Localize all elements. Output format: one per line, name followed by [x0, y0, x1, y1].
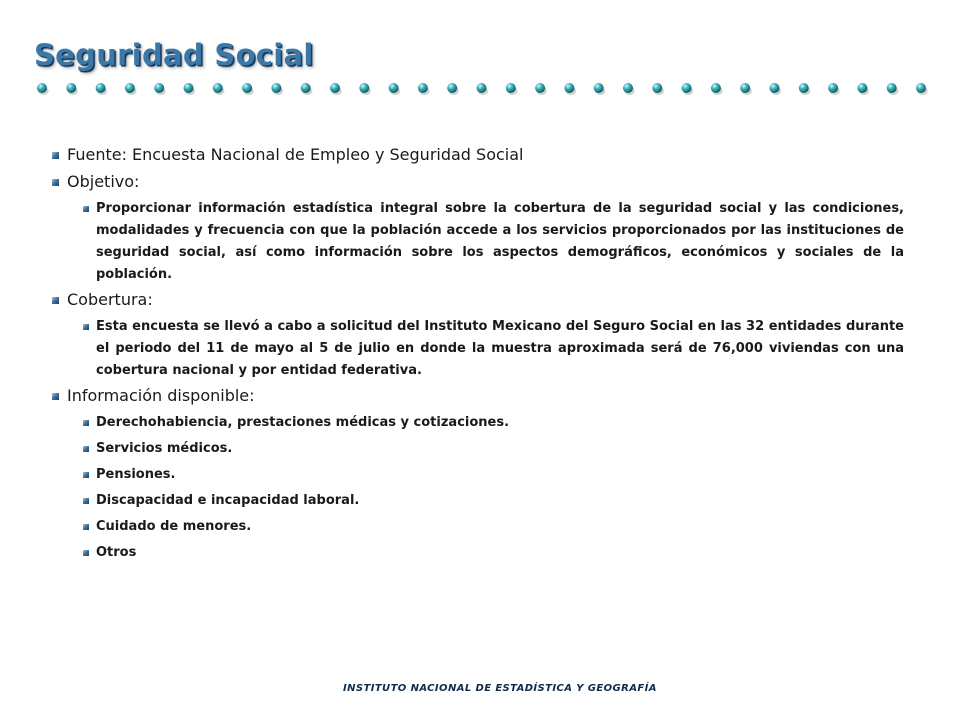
divider-dot [799, 83, 809, 93]
divider-dot [213, 83, 223, 93]
sub-bullet-text: Discapacidad e incapacidad laboral. [96, 493, 360, 508]
divider-dot [828, 83, 838, 93]
content-area [52, 144, 904, 568]
bullet-text: Fuente: Encuesta Nacional de Empleo y Seguridad Social [67, 145, 524, 164]
divider-dot [506, 83, 516, 93]
divider-dot [916, 83, 926, 93]
sub-bullet-item [52, 490, 904, 512]
divider-dot [740, 83, 750, 93]
divider-dot [242, 83, 252, 93]
divider-dot [154, 83, 164, 93]
dotted-divider [36, 78, 936, 100]
bullet-text: Cobertura: [67, 290, 153, 309]
divider-dot [359, 83, 369, 93]
sub-bullet-item [52, 464, 904, 486]
divider-dot [887, 83, 897, 93]
divider-dot [711, 83, 721, 93]
divider-dot [125, 83, 135, 93]
page-title: Seguridad Social [34, 38, 314, 72]
sub-bullet-text: Cuidado de menores. [96, 519, 252, 534]
divider-dot [477, 83, 487, 93]
square-bullet-icon [52, 179, 59, 186]
divider-dot [770, 83, 780, 93]
divider-dot [564, 83, 574, 93]
sub-bullet-text: Proporcionar información estadística integral sobre la cobertura de la seguridad social y las condiciones, modalidades y frecuencia con que la población accede a los servicios proporcionados por las instituciones de seguridad social, así como información sobre los aspectos demográficos, económicos y sociales de la población. [96, 201, 904, 282]
sub-bullet-item [52, 542, 904, 564]
sub-bullet-text: Servicios médicos. [96, 441, 233, 456]
divider-dot [66, 83, 76, 93]
sub-bullet-item [52, 516, 904, 538]
bullet-text: Información disponible: [67, 386, 255, 405]
divider-dot [418, 83, 428, 93]
divider-dot [301, 83, 311, 93]
bullet-item-cobertura [52, 289, 904, 311]
square-bullet-icon [83, 324, 89, 330]
sub-bullet-item [52, 412, 904, 434]
footer-institution-name: INSTITUTO NACIONAL DE ESTADÍSTICA Y GEOGRAFÍA [343, 683, 657, 694]
bullet-item-informacion [52, 385, 904, 407]
sub-bullet-item [52, 438, 904, 460]
divider-dot [857, 83, 867, 93]
sub-bullet-item [52, 316, 904, 382]
square-bullet-icon [83, 206, 89, 212]
square-bullet-icon [83, 498, 89, 504]
divider-dot [682, 83, 692, 93]
divider-dot [623, 83, 633, 93]
square-bullet-icon [83, 524, 89, 530]
square-bullet-icon [83, 420, 89, 426]
divider-dot [594, 83, 604, 93]
divider-dot [96, 83, 106, 93]
square-bullet-icon [83, 446, 89, 452]
square-bullet-icon [52, 393, 59, 400]
divider-dot [271, 83, 281, 93]
sub-bullet-text: Esta encuesta se llevó a cabo a solicitud del Instituto Mexicano del Seguro Social en las 32 entidades durante el periodo del 11 de mayo al 5 de julio en donde la muestra aproximada será de 76,000 viviendas con una cobertura nacional y por entidad federativa. [96, 319, 904, 378]
square-bullet-icon [83, 472, 89, 478]
divider-dot [389, 83, 399, 93]
divider-dot [330, 83, 340, 93]
sub-bullet-text: Pensiones. [96, 467, 176, 482]
sub-bullet-text: Otros [96, 545, 137, 560]
divider-dot [37, 83, 47, 93]
divider-dot [184, 83, 194, 93]
sub-bullet-item [52, 198, 904, 286]
divider-dot [535, 83, 545, 93]
square-bullet-icon [83, 550, 89, 556]
divider-dot [652, 83, 662, 93]
sub-bullet-text: Derechohabiencia, prestaciones médicas y cotizaciones. [96, 415, 510, 430]
divider-dot [447, 83, 457, 93]
bullet-item-objetivo [52, 171, 904, 193]
bullet-item-fuente [52, 144, 904, 166]
bullet-text: Objetivo: [67, 172, 140, 191]
square-bullet-icon [52, 297, 59, 304]
square-bullet-icon [52, 152, 59, 159]
